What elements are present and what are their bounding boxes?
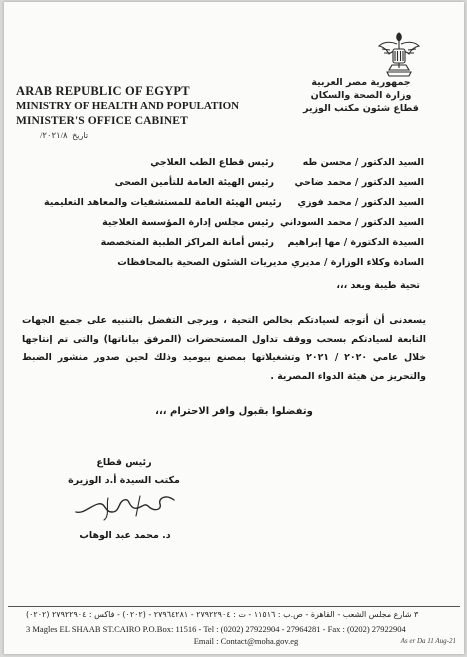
addressee-role: رئيس قطاع الطب العلاجي bbox=[150, 156, 274, 168]
office-name: MINISTER'S OFFICE CABINET bbox=[16, 115, 188, 127]
addressee-row bbox=[44, 232, 424, 252]
greeting: تحية طيبة وبعد ،،، bbox=[336, 280, 420, 291]
english-letterhead bbox=[16, 84, 239, 129]
signatory-title: رئيس قطاع bbox=[96, 457, 152, 468]
footer-divider bbox=[8, 606, 460, 607]
addressee-name: السيد الدكتور / محمد السوداني bbox=[279, 216, 424, 228]
signatory-block bbox=[54, 454, 194, 490]
footer-address-arabic: ٣ شارع مجلس الشعب - القاهرة - ص.ب : ١١٥١٦ - ت : ٢٧٩٢٢٩٠٤ - ٢٧٩٦٤٢٨١ - (٠٢٠٢) - فاكس : ٢٧٩٢٢٩٠٤ (٠٢٠٢) bbox=[26, 610, 419, 619]
reference-code: As er Da 11 Aug-21 bbox=[400, 637, 456, 645]
letter-body: يسعدنى أن أتوجه لسيادتكم بخالص التحية ، ويرجى التفضل بالتنبيه على جميع الجهات التابعة لسيادتكم بسحب ووقف تداول المستحضرات (المرفق بياناتها) والتى تم إنتاجها خلال عامي ٢٠٢٠ / ٢٠٢١ وتشغيلاتها بمصنع بيوميد وذلك لحين صدور منشور الضبط والتحريز من هيئة الدواء المصرية . bbox=[22, 315, 426, 382]
arabic-country-name: جمهورية مصر العربية bbox=[311, 77, 411, 88]
footer-address-english: 3 Magles EL SHAAB ST.CAIRO P.O.Box: 11516 - Tel : (0202) 27922904 - 27964281 - Fax : (0202) 27922904 bbox=[26, 624, 406, 634]
addressee-name: السيدة الدكتورة / مها إبراهيم bbox=[287, 236, 424, 248]
eagle-emblem-icon bbox=[377, 30, 421, 78]
letter-date bbox=[40, 130, 88, 141]
signatory-name: د. محمد عبد الوهاب bbox=[79, 530, 171, 541]
addressee-row bbox=[44, 192, 424, 212]
addressee-row bbox=[44, 212, 424, 232]
addressee-row bbox=[44, 152, 424, 172]
addressee-undersecretaries: السادة وكلاء الوزارة / مديري مديريات الشئون الصحية بالمحافظات bbox=[117, 256, 424, 268]
addressee-name: السيد الدكتور / محسن طه bbox=[302, 156, 424, 168]
country-name: ARAB REPUBLIC OF EGYPT bbox=[16, 84, 190, 98]
addressee-role: رئيس الهيئة العامة للمستشفيات والمعاهد التعليمية bbox=[44, 196, 282, 208]
addressee-row bbox=[44, 252, 424, 272]
ministry-name: MINISTRY OF HEALTH AND POPULATION bbox=[16, 100, 240, 112]
date-value: ٢٠٢١/٨/ bbox=[40, 130, 68, 140]
addressee-name: السيد الدكتور / محمد ضاحي bbox=[294, 176, 424, 188]
addressee-role: رئيس أمانة المراكز الطبية المتخصصة bbox=[100, 236, 274, 248]
addressee-role: رئيس الهيئة العامة للتأمين الصحى bbox=[114, 176, 274, 188]
footer-email: Email : Contact@moha.gov.eg bbox=[193, 636, 299, 646]
closing-line: وتفضلوا بقبول وافر الاحترام ،،، bbox=[155, 406, 313, 417]
addressee-name: السيد الدكتور / محمد فوزي bbox=[297, 196, 424, 208]
date-label: تاريخ bbox=[72, 131, 89, 140]
arabic-ministry-name: وزارة الصحة والسكان bbox=[310, 90, 412, 101]
handwritten-signature bbox=[70, 490, 182, 524]
addressee-list bbox=[44, 152, 424, 272]
signatory-office: مكتب السيدة أ.د الوزيرة bbox=[68, 475, 180, 486]
arabic-office-name: قطاع شئون مكتب الوزير bbox=[303, 103, 419, 114]
letter-page bbox=[4, 2, 464, 654]
addressee-role: رئيس مجلس إدارة المؤسسة العلاجية bbox=[102, 216, 274, 228]
arabic-letterhead bbox=[286, 76, 436, 115]
addressee-row bbox=[44, 172, 424, 192]
